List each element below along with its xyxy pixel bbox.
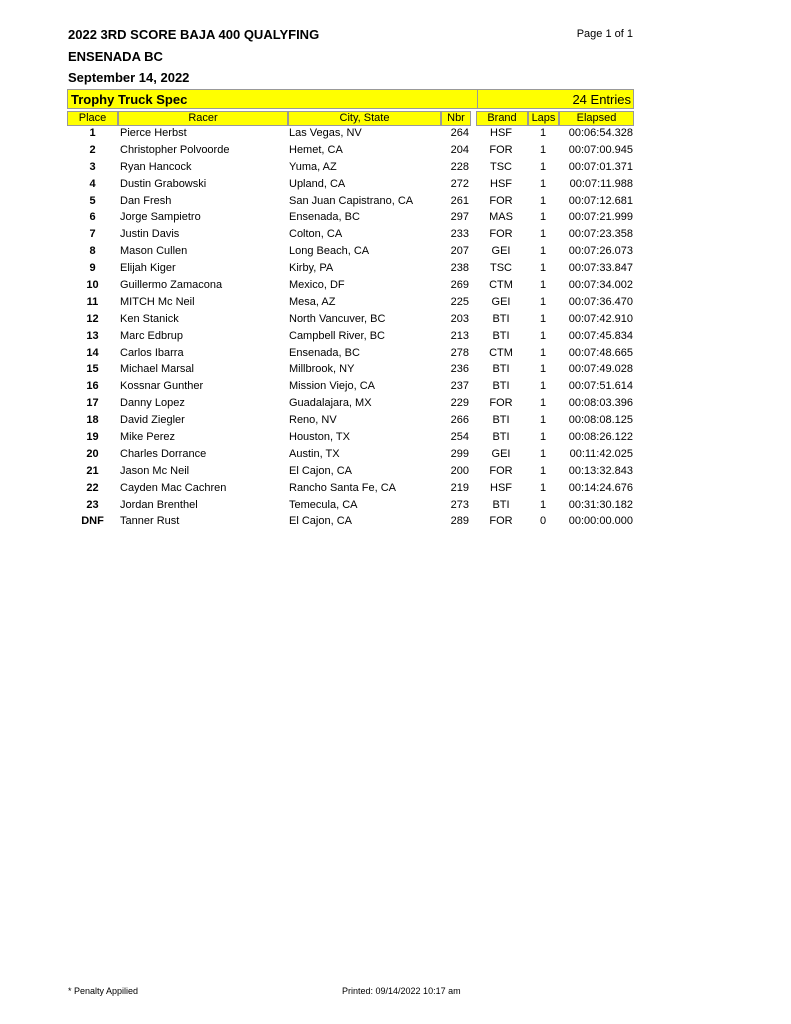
col-laps: Laps xyxy=(528,111,559,126)
cell-city: Campbell River, BC xyxy=(289,329,385,342)
cell-elapsed: 00:07:26.073 xyxy=(568,245,633,258)
cell-elapsed: 00:08:26.122 xyxy=(568,431,633,444)
cell-elapsed: 00:08:08.125 xyxy=(568,414,633,427)
cell-city: El Cajon, CA xyxy=(289,464,352,477)
cell-laps: 1 xyxy=(539,363,547,376)
cell-laps: 1 xyxy=(539,177,547,190)
cell-elapsed: 00:00:00.000 xyxy=(568,515,633,528)
cell-laps: 1 xyxy=(539,262,547,275)
cell-elapsed: 00:07:33.847 xyxy=(568,262,633,275)
cell-brand: BTI xyxy=(492,329,510,342)
cell-laps: 1 xyxy=(539,498,547,511)
cell-racer: Jason Mc Neil xyxy=(120,464,190,477)
cell-nbr: 269 xyxy=(450,279,469,292)
cell-city: Ensenada, BC xyxy=(289,211,360,224)
printed-timestamp: Printed: 09/14/2022 10:17 am xyxy=(342,986,461,996)
cell-brand: MAS xyxy=(489,211,513,224)
col-nbr: Nbr xyxy=(441,111,471,126)
cell-city: North Vancuver, BC xyxy=(289,312,386,325)
cell-place: 18 xyxy=(86,414,99,427)
cell-city: Reno, NV xyxy=(289,414,337,427)
cell-racer: Charles Dorrance xyxy=(120,447,207,460)
cell-place: 22 xyxy=(86,481,99,494)
cell-place: 7 xyxy=(89,228,96,241)
cell-brand: TSC xyxy=(490,262,512,275)
col-brand: Brand xyxy=(476,111,528,126)
cell-laps: 1 xyxy=(539,481,547,494)
cell-place: 1 xyxy=(89,127,96,139)
cell-racer: Mason Cullen xyxy=(120,245,188,258)
cell-laps: 1 xyxy=(539,228,547,241)
cell-brand: HSF xyxy=(490,481,512,494)
cell-laps: 1 xyxy=(539,194,547,207)
cell-brand: FOR xyxy=(489,143,513,156)
cell-brand: HSF xyxy=(490,177,512,190)
cell-elapsed: 00:07:12.681 xyxy=(568,194,633,207)
cell-laps: 1 xyxy=(539,329,547,342)
cell-nbr: 261 xyxy=(450,194,469,207)
cell-city: Yuma, AZ xyxy=(289,160,337,173)
cell-laps: 1 xyxy=(539,447,547,460)
cell-elapsed: 00:07:45.834 xyxy=(568,329,633,342)
cell-brand: TSC xyxy=(490,160,512,173)
cell-laps: 1 xyxy=(539,279,547,292)
cell-place: 17 xyxy=(86,397,99,410)
class-bar-divider xyxy=(477,90,478,108)
cell-city: Temecula, CA xyxy=(289,498,358,511)
cell-brand: BTI xyxy=(492,431,510,444)
cell-racer: Jorge Sampietro xyxy=(120,211,201,224)
cell-nbr: 289 xyxy=(450,515,469,528)
cell-city: Long Beach, CA xyxy=(289,245,370,258)
cell-nbr: 272 xyxy=(450,177,469,190)
cell-nbr: 200 xyxy=(450,464,469,477)
cell-racer: Pierce Herbst xyxy=(120,127,187,139)
cell-nbr: 266 xyxy=(450,414,469,427)
cell-laps: 1 xyxy=(539,143,547,156)
cell-place: 9 xyxy=(89,262,96,275)
cell-nbr: 299 xyxy=(450,447,469,460)
cell-racer: Cayden Mac Cachren xyxy=(120,481,227,494)
cell-racer: Dustin Grabowski xyxy=(120,177,207,190)
cell-place: 6 xyxy=(89,211,96,224)
penalty-note: * Penalty Appilied xyxy=(68,986,139,996)
cell-elapsed: 00:06:54.328 xyxy=(568,127,633,139)
col-city: City, State xyxy=(288,111,441,126)
cell-nbr: 225 xyxy=(450,295,469,308)
cell-laps: 1 xyxy=(539,464,547,477)
cell-nbr: 233 xyxy=(450,228,469,241)
cell-place: 14 xyxy=(86,346,99,359)
cell-place: 16 xyxy=(86,380,99,393)
cell-racer: Christopher Polvoorde xyxy=(120,143,230,156)
cell-laps: 1 xyxy=(539,211,547,224)
col-elapsed: Elapsed xyxy=(559,111,634,126)
cell-place: 8 xyxy=(89,245,96,258)
cell-elapsed: 00:07:01.371 xyxy=(568,160,633,173)
cell-nbr: 273 xyxy=(450,498,469,511)
cell-place: 4 xyxy=(89,177,96,190)
cell-laps: 1 xyxy=(539,160,547,173)
cell-nbr: 228 xyxy=(450,160,469,173)
cell-city: Hemet, CA xyxy=(289,143,343,156)
cell-city: Colton, CA xyxy=(289,228,343,241)
cell-laps: 1 xyxy=(539,380,547,393)
cell-place: 12 xyxy=(86,312,99,325)
cell-racer: Elijah Kiger xyxy=(120,262,176,275)
cell-elapsed: 00:07:51.614 xyxy=(568,380,633,393)
cell-nbr: 237 xyxy=(450,380,469,393)
cell-elapsed: 00:07:23.358 xyxy=(568,228,633,241)
cell-elapsed: 00:07:49.028 xyxy=(568,363,633,376)
cell-place: 13 xyxy=(86,329,99,342)
cell-racer: Danny Lopez xyxy=(120,397,185,410)
cell-racer: Kossnar Gunther xyxy=(120,380,204,393)
cell-brand: BTI xyxy=(492,312,510,325)
cell-racer: Michael Marsal xyxy=(120,363,194,376)
cell-place: 3 xyxy=(89,160,96,173)
cell-laps: 1 xyxy=(539,397,547,410)
cell-laps: 1 xyxy=(539,127,547,139)
cell-city: Upland, CA xyxy=(289,177,346,190)
cell-brand: HSF xyxy=(490,127,512,139)
cell-elapsed: 00:07:21.999 xyxy=(568,211,633,224)
cell-place: 15 xyxy=(86,363,99,376)
col-racer: Racer xyxy=(118,111,288,126)
cell-place: 5 xyxy=(89,194,96,207)
cell-racer: MITCH Mc Neil xyxy=(120,295,195,308)
cell-laps: 1 xyxy=(539,346,547,359)
cell-elapsed: 00:11:42.025 xyxy=(569,447,633,460)
cell-brand: GEI xyxy=(491,447,511,460)
cell-place: DNF xyxy=(81,515,104,528)
cell-racer: David Ziegler xyxy=(120,414,185,427)
cell-nbr: 236 xyxy=(450,363,469,376)
report-title: 2022 3RD SCORE BAJA 400 QUALYFING xyxy=(68,27,320,42)
entries-count: 24 Entries xyxy=(572,92,631,107)
cell-nbr: 203 xyxy=(450,312,469,325)
cell-racer: Jordan Brenthel xyxy=(120,498,198,511)
cell-nbr: 219 xyxy=(450,481,469,494)
cell-city: San Juan Capistrano, CA xyxy=(289,194,414,207)
cell-place: 2 xyxy=(89,143,96,156)
cell-nbr: 278 xyxy=(450,346,469,359)
cell-nbr: 297 xyxy=(450,211,469,224)
cell-elapsed: 00:14:24.676 xyxy=(568,481,633,494)
cell-city: Ensenada, BC xyxy=(289,346,360,359)
cell-place: 11 xyxy=(86,295,99,308)
cell-city: Mesa, AZ xyxy=(289,295,336,308)
cell-elapsed: 00:07:48.665 xyxy=(568,346,633,359)
cell-brand: GEI xyxy=(491,245,511,258)
cell-elapsed: 00:13:32.843 xyxy=(568,464,633,477)
cell-brand: GEI xyxy=(491,295,511,308)
cell-brand: FOR xyxy=(489,515,513,528)
cell-elapsed: 00:07:42.910 xyxy=(568,312,633,325)
cell-brand: FOR xyxy=(489,194,513,207)
cell-elapsed: 00:08:03.396 xyxy=(568,397,633,410)
cell-racer: Marc Edbrup xyxy=(120,329,183,342)
location: ENSENADA BC xyxy=(68,49,163,64)
cell-nbr: 264 xyxy=(450,127,469,139)
cell-brand: FOR xyxy=(489,228,513,241)
race-date: September 14, 2022 xyxy=(68,70,190,85)
cell-city: Guadalajara, MX xyxy=(289,397,372,410)
cell-place: 21 xyxy=(86,464,99,477)
cell-brand: BTI xyxy=(492,414,510,427)
cell-laps: 0 xyxy=(539,515,547,528)
cell-elapsed: 00:31:30.182 xyxy=(568,498,633,511)
cell-laps: 1 xyxy=(539,431,547,444)
class-name: Trophy Truck Spec xyxy=(71,92,188,107)
cell-racer: Mike Perez xyxy=(120,431,176,444)
cell-racer: Justin Davis xyxy=(120,228,180,241)
cell-city: Rancho Santa Fe, CA xyxy=(289,481,397,494)
cell-nbr: 229 xyxy=(450,397,469,410)
cell-elapsed: 00:07:36.470 xyxy=(568,295,633,308)
cell-laps: 1 xyxy=(539,312,547,325)
cell-laps: 1 xyxy=(539,245,547,258)
cell-place: 23 xyxy=(86,498,99,511)
cell-racer: Tanner Rust xyxy=(120,515,180,528)
cell-brand: BTI xyxy=(492,498,510,511)
cell-city: Austin, TX xyxy=(289,447,340,460)
cell-city: Mexico, DF xyxy=(289,279,345,292)
cell-racer: Ryan Hancock xyxy=(120,160,192,173)
cell-nbr: 213 xyxy=(450,329,469,342)
cell-city: Houston, TX xyxy=(289,431,350,444)
cell-elapsed: 00:07:34.002 xyxy=(568,279,633,292)
cell-brand: CTM xyxy=(489,346,513,359)
cell-racer: Guillermo Zamacona xyxy=(120,279,223,292)
cell-laps: 1 xyxy=(539,414,547,427)
cell-racer: Carlos Ibarra xyxy=(120,346,184,359)
cell-city: Mission Viejo, CA xyxy=(289,380,375,393)
cell-nbr: 254 xyxy=(450,431,469,444)
cell-brand: FOR xyxy=(489,464,513,477)
cell-nbr: 238 xyxy=(450,262,469,275)
class-bar xyxy=(67,89,634,109)
cell-city: Las Vegas, NV xyxy=(289,127,362,139)
cell-brand: CTM xyxy=(489,279,513,292)
cell-place: 19 xyxy=(86,431,99,444)
cell-racer: Dan Fresh xyxy=(120,194,172,207)
cell-nbr: 207 xyxy=(450,245,469,258)
cell-racer: Ken Stanick xyxy=(120,312,179,325)
cell-city: Kirby, PA xyxy=(289,262,334,275)
cell-city: El Cajon, CA xyxy=(289,515,352,528)
cell-brand: FOR xyxy=(489,397,513,410)
col-place: Place xyxy=(67,111,118,126)
cell-laps: 1 xyxy=(539,295,547,308)
cell-place: 10 xyxy=(86,279,99,292)
cell-place: 20 xyxy=(86,447,99,460)
page-number: Page 1 of 1 xyxy=(576,28,633,40)
cell-nbr: 204 xyxy=(450,143,469,156)
cell-city: Millbrook, NY xyxy=(289,363,355,376)
cell-elapsed: 00:07:00.945 xyxy=(568,143,633,156)
cell-brand: BTI xyxy=(492,363,510,376)
cell-elapsed: 00:07:11.988 xyxy=(569,177,633,190)
cell-brand: BTI xyxy=(492,380,510,393)
